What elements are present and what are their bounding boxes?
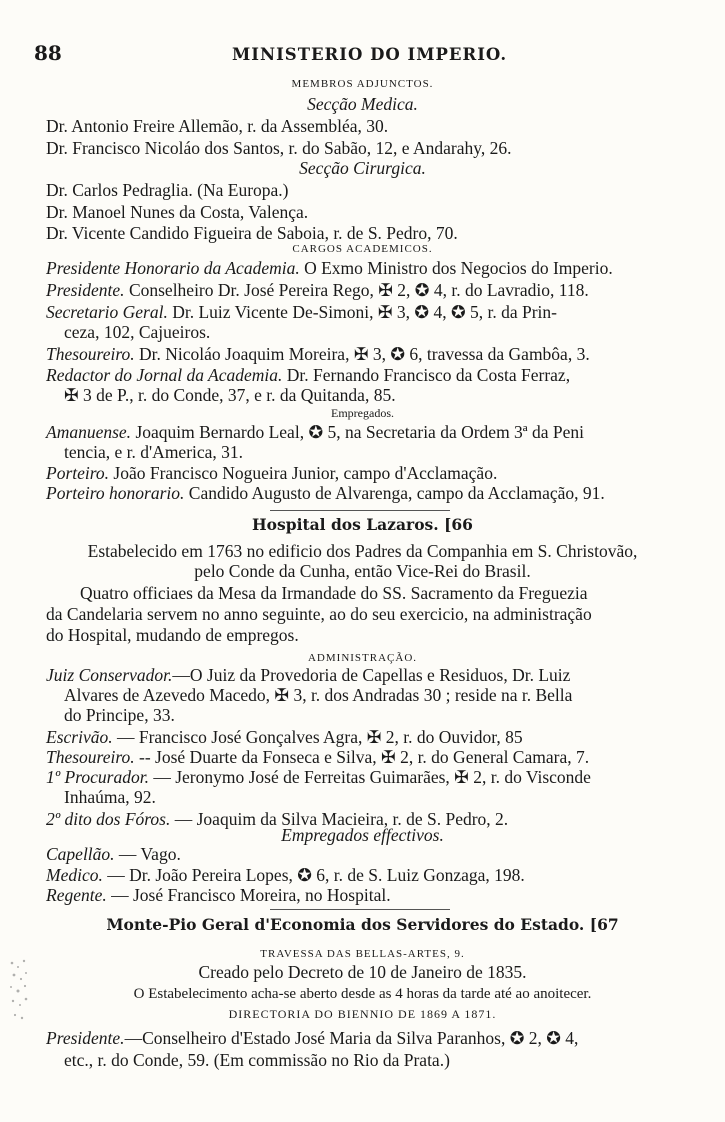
entry-text: — José Francisco Moreira, no Hospital. [106,885,391,905]
montepio-aberto: O Estabelecimento acha-se aberto desde as 4 horas da tarde até ao anoitecer. [133,986,592,1002]
section-title-montepio [0,914,725,936]
entry-title: Secretario Geral. [46,302,168,322]
entry [46,726,523,748]
entry [46,462,497,484]
list-item: Dr. Carlos Pedraglia. (Na Europa.) [46,180,289,200]
entry-text: Dr. Nicoláo Joaquim Moreira, ✠ 3, ✪ 6, travessa da Gambôa, 3. [134,344,590,364]
entry-continuation: etc., r. do Conde, 59. (Em commissão no Rio da Prata.) [64,1050,450,1070]
entry-text: —Conselheiro d'Estado José Maria da Silva Paranhos, ✪ 2, ✪ 4, [124,1028,579,1048]
membros-heading: MEMBROS ADJUNCTOS. [291,78,434,90]
intro-line: pelo Conde da Cunha, então Vice-Rei do Brasil. [194,561,531,581]
montepio-address: TRAVESSA DAS BELLAS-ARTES, 9. [260,948,465,960]
section-ref: [67 [589,915,619,934]
entry-title: Presidente. [46,280,125,300]
list-item: Dr. Antonio Freire Allemão, r. da Assembléa, 30. [46,116,389,136]
divider [270,510,450,511]
entry-text: Dr. Luiz Vicente De-Simoni, ✠ 3, ✪ 4, ✪ 5, r. da Prin- [167,302,557,322]
entry-text: Dr. Fernando Francisco da Costa Ferraz, [282,365,571,385]
entry-text: — Francisco José Gonçalves Agra, ✠ 2, r. do Ouvidor, 85 [112,727,523,747]
entry-text: Conselheiro Dr. José Pereira Rego, ✠ 2, ✪ 4, r. do Lavradio, 118. [124,280,589,300]
margin-ornament-icon [6,955,32,1025]
montepio-directoria: DIRECTORIA DO BIENNIO DE 1869 A 1871. [228,1007,497,1021]
page-number: 88 [34,41,62,65]
entry-title: Medico. [46,865,103,885]
entry-continuation: tencia, e r. d'America, 31. [64,442,244,462]
entry [46,664,570,686]
entry [46,482,605,504]
entry [46,301,557,323]
entry-title: Porteiro honorario. [46,483,185,503]
entry-title: 1º Procurador. [46,767,149,787]
entry-title: 2º dito dos Fóros. [46,809,171,829]
entry-continuation: Inhaúma, 92. [64,787,156,807]
seccao-medica-heading: Secção Medica. [307,94,418,114]
entry-title: Regente. [46,885,107,905]
intro-line: do Hospital, mudando de empregos. [46,625,299,645]
montepio-creado: Creado pelo Decreto de 10 de Janeiro de 1835. [198,962,527,982]
entry-title: Presidente. [46,1028,125,1048]
cargos-heading: CARGOS ACADEMICOS. [292,243,433,255]
divider [270,909,450,910]
entry [46,257,613,279]
efectivos-heading: Empregados effectivos. [281,825,444,845]
entry-title: Escrivão. [46,727,113,747]
entry-title: Thesoureiro. [46,747,135,767]
entry-continuation: ✠ 3 de P., r. do Conde, 37, e r. da Quitanda, 85. [64,385,396,405]
entry [46,343,590,365]
entry [46,421,584,443]
entry-title: Capellão. [46,844,115,864]
entry-text: —O Juiz da Provedoria de Capellas e Residuos, Dr. Luiz [172,665,571,685]
empregados-heading: Empregados. [331,406,394,420]
intro-line: Quatro officiaes da Mesa da Irmandade do SS. Sacramento da Freguezia [80,583,588,603]
entry-continuation: Alvares de Azevedo Macedo, ✠ 3, r. dos Andradas 30 ; reside na r. Bella [64,685,573,705]
entry-text: O Exmo Ministro dos Negocios do Imperio. [299,258,613,278]
entry-title: Presidente Honorario da Academia. [46,258,300,278]
entry [46,864,525,886]
entry-text: Candido Augusto de Alvarenga, campo da Acclamação, 91. [184,483,605,503]
entry-text: — Joaquim da Silva Macieira, r. de S. Pedro, 2. [170,809,509,829]
entry-text: — Vago. [114,844,181,864]
entry-title: Thesoureiro. [46,344,135,364]
section-ref: [66 [444,515,473,534]
administracao-heading: ADMINISTRAÇÃO. [307,652,418,664]
list-item: Dr. Vicente Candido Figueira de Saboia, r. de S. Pedro, 70. [46,223,458,243]
entry [46,884,391,906]
entry [46,364,570,386]
entry-text: Joaquim Bernardo Leal, ✪ 5, na Secretaria da Ordem 3ª da Peni [131,422,585,442]
entry [46,766,591,788]
entry-continuation: do Principe, 33. [64,705,175,725]
entry-title: Amanuense. [46,422,132,442]
list-item: Dr. Manoel Nunes da Costa, Valença. [46,202,309,222]
entry-title: Juiz Conservador. [46,665,173,685]
entry-text: — Dr. João Pereira Lopes, ✪ 6, r. de S. Luiz Gonzaga, 198. [102,865,525,885]
section-title-text: Hospital dos Lazaros. [252,515,439,534]
intro-line: Estabelecido em 1763 no edificio dos Padres da Companhia em S. Christovão, [87,541,638,561]
entry-text: — Jeronymo José de Ferreitas Guimarães, ✠ 2, r. do Visconde [148,767,591,787]
entry-title: Porteiro. [46,463,110,483]
entry-continuation: ceza, 102, Cajueiros. [64,322,211,342]
entry [46,843,181,865]
running-title: MINISTERIO DO IMPERIO. [232,45,508,64]
list-item: Dr. Francisco Nicoláo dos Santos, r. do Sabão, 12, e Andarahy, 26. [46,138,512,158]
entry [46,279,589,301]
entry [46,746,589,768]
entry-text: João Francisco Nogueira Junior, campo d'Acclamação. [109,463,498,483]
entry-title: Redactor do Jornal da Academia. [46,365,283,385]
intro-line: da Candelaria servem no anno seguinte, ao do seu exercicio, na administração [46,604,592,624]
section-title-text: Monte-Pio Geral d'Economia dos Servidores do Estado. [106,915,585,934]
seccao-cirurgica-heading: Secção Cirurgica. [299,158,426,178]
section-title-lazaros [0,514,725,536]
entry [46,1027,578,1049]
entry-text: -- José Duarte da Fonseca e Silva, ✠ 2, r. do General Camara, 7. [134,747,590,767]
